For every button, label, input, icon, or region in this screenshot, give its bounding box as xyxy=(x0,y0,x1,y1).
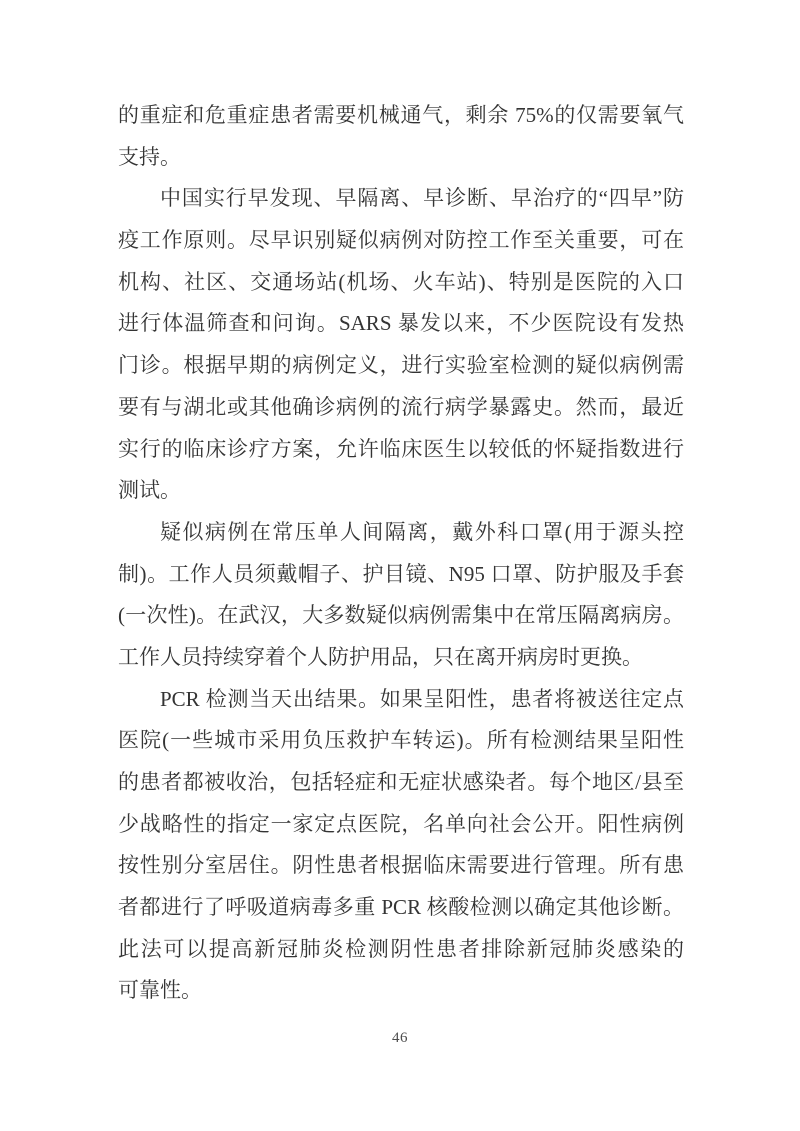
text-line: PCR 检测当天出结果。如果呈阳性，患者将被送往定点 xyxy=(160,686,684,711)
text-line: 工作人员持续穿着个人防护用品，只在离开病房时更换。 xyxy=(118,644,643,669)
text-line: 医院(一些城市采用负压救护车转运)。所有检测结果呈阳性 xyxy=(118,728,684,753)
text-line: 疑似病例在常压单人间隔离，戴外科口罩(用于源头控 xyxy=(160,519,684,544)
text-line: (一次性)。在武汉，大多数疑似病例需集中在常压隔离病房。 xyxy=(118,603,684,628)
text-line: 支持。 xyxy=(118,144,181,169)
text-line: 按性别分室居住。阴性患者根据临床需要进行管理。所有患 xyxy=(118,853,684,878)
text-line: 门诊。根据早期的病例定义，进行实验室检测的疑似病例需 xyxy=(118,353,684,378)
text-line: 实行的临床诊疗方案，允许临床医生以较低的怀疑指数进行 xyxy=(118,436,684,461)
text-line: 的重症和危重症患者需要机械通气，剩余 75%的仅需要氧气 xyxy=(118,103,684,127)
text-line: 机构、社区、交通场站(机场、火车站)、特别是医院的入口 xyxy=(118,269,684,294)
page-number: 46 xyxy=(392,1030,408,1046)
text-line: 疫工作原则。尽早识别疑似病例对防控工作至关重要，可在 xyxy=(118,228,684,253)
text-line: 可靠性。 xyxy=(118,978,202,1003)
text-line: 中国实行早发现、早隔离、早诊断、早治疗的“四早”防 xyxy=(160,186,684,211)
text-line: 进行体温筛查和问询。SARS 暴发以来，不少医院设有发热 xyxy=(118,311,684,336)
text-line: 者都进行了呼吸道病毒多重 PCR 核酸检测以确定其他诊断。 xyxy=(118,895,684,920)
text-line: 此法可以提高新冠肺炎检测阴性患者排除新冠肺炎感染的 xyxy=(118,936,684,961)
body-text xyxy=(118,95,684,1012)
text-line: 制)。工作人员须戴帽子、护目镜、N95 口罩、防护服及手套 xyxy=(118,561,684,586)
text-line: 少战略性的指定一家定点医院，名单向社会公开。阳性病例 xyxy=(118,811,684,836)
text-line: 的患者都被收治，包括轻症和无症状感染者。每个地区/县至 xyxy=(118,770,684,794)
text-line: 要有与湖北或其他确诊病例的流行病学暴露史。然而，最近 xyxy=(118,394,684,419)
text-line: 测试。 xyxy=(118,478,181,503)
